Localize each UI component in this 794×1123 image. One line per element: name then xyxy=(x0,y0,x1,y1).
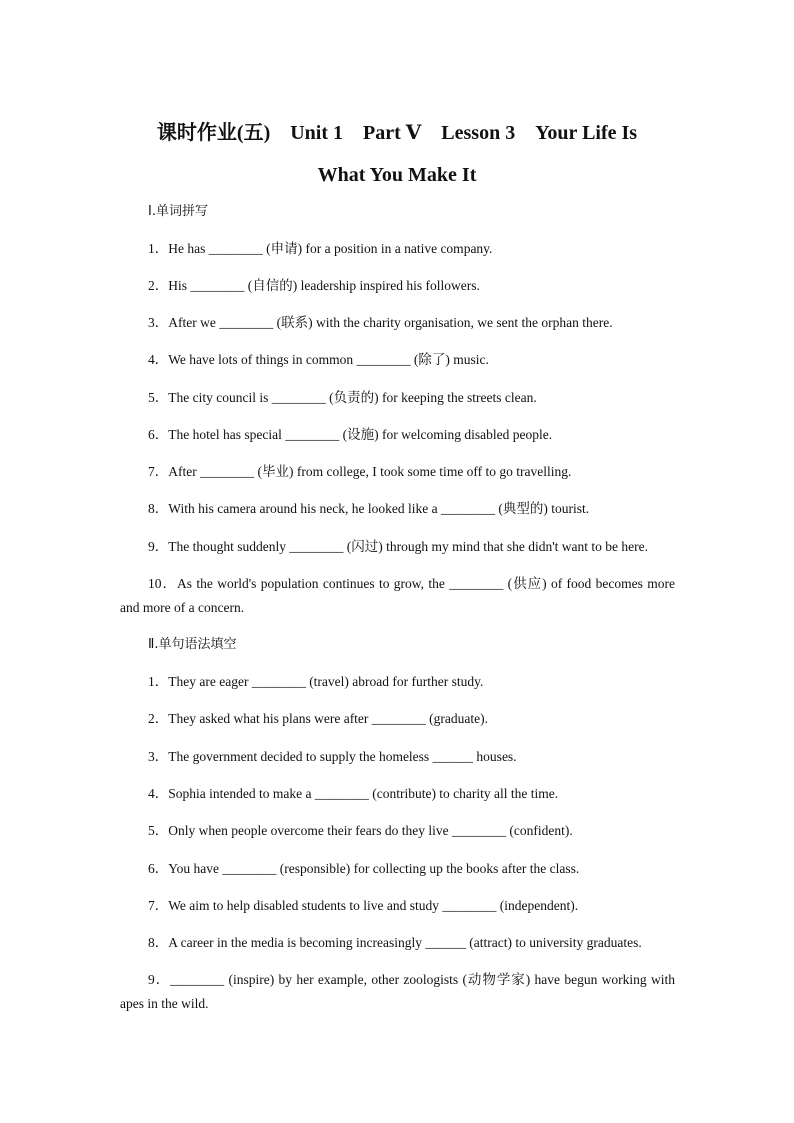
page-title: 课时作业(五) Unit 1 Part Ⅴ Lesson 3 Your Life Is xyxy=(156,122,638,144)
exercise-item: 3．After we ________ (联系) with the charity organisation, we sent the orphan there. xyxy=(148,315,613,330)
page-title-continued: What You Make It xyxy=(317,164,477,186)
exercise-item: 9．The thought suddenly ________ (闪过) through my mind that she didn't want to be here. xyxy=(148,539,648,554)
exercise-item: 8．A career in the media is becoming increasingly ______ (attract) to university graduates. xyxy=(148,935,642,950)
exercise-item: 4．We have lots of things in common ________ (除了) music. xyxy=(148,352,489,367)
section-heading-spelling: Ⅰ.单词拼写 xyxy=(148,204,208,219)
exercise-item: 5．The city council is ________ (负责的) for keeping the streets clean. xyxy=(148,390,537,405)
exercise-item: 1．They are eager ________ (travel) abroad for further study. xyxy=(148,674,484,689)
exercise-item: 6．The hotel has special ________ (设施) for welcoming disabled people. xyxy=(148,427,553,442)
exercise-item: 3．The government decided to supply the homeless ______ houses. xyxy=(148,749,517,764)
exercise-item: 5．Only when people overcome their fears do they live ________ (confident). xyxy=(148,823,573,838)
exercise-item: 7．We aim to help disabled students to live and study ________ (independent). xyxy=(148,898,579,913)
exercise-item: 1．He has ________ (申请) for a position in a native company. xyxy=(148,241,493,256)
exercise-item: 7．After ________ (毕业) from college, I took some time off to go travelling. xyxy=(148,464,572,479)
exercise-item: 10．As the world's population continues to grow, the ________ (供应) of food becomes more and more of a concern. xyxy=(120,576,675,615)
exercise-item: 8．With his camera around his neck, he looked like a ________ (典型的) tourist. xyxy=(148,501,590,516)
exercise-item: 4．Sophia intended to make a ________ (contribute) to charity all the time. xyxy=(148,786,559,801)
exercise-item: 2．They asked what his plans were after ________ (graduate). xyxy=(148,711,489,726)
exercise-item: 6．You have ________ (responsible) for collecting up the books after the class. xyxy=(148,861,580,876)
section-heading-grammar: Ⅱ.单句语法填空 xyxy=(148,637,237,652)
exercise-item: 9．________ (inspire) by her example, other zoologists (动物学家) have begun working with apes in the wild. xyxy=(120,972,675,1011)
exercise-item: 2．His ________ (自信的) leadership inspired his followers. xyxy=(148,278,480,293)
